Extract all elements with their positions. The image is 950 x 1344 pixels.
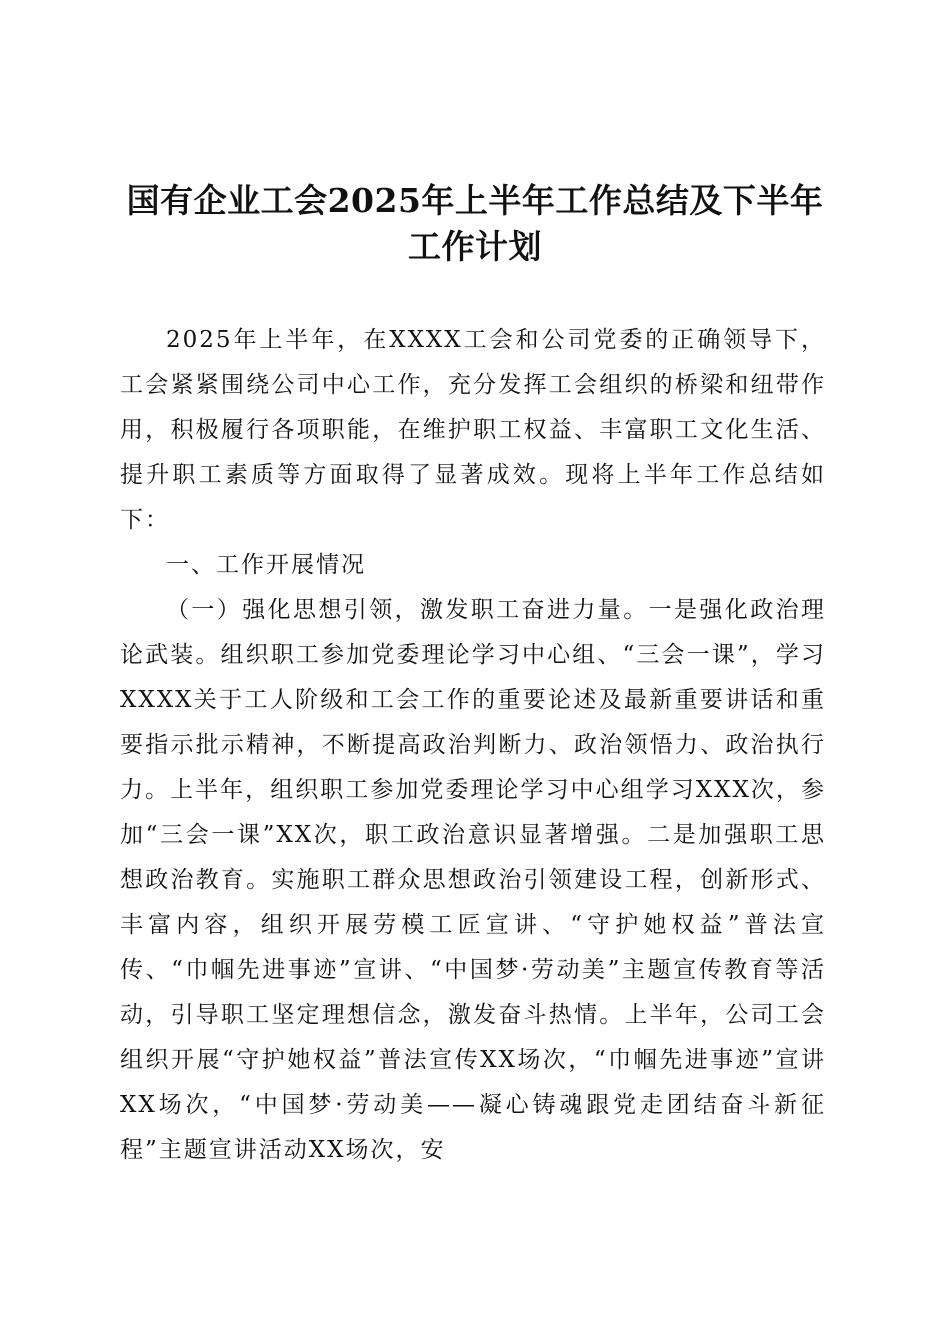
document-title: 国有企业工会2025年上半年工作总结及下半年工作计划 <box>126 181 824 266</box>
subsection-text: 一是强化政治理论武装。组织职工参加党委理论学习中心组、“三会一课”，学习XXXX关于工人阶级和工会工作的重要论述及最新重要讲话和重要指示批示精神，不断提高政治判断力、政治领悟力、政治执行力。上半年，组织职工参加党委理论学习中心组学习XXX次，参加“三会一课”XX次，职工政治意识显著增强。二是加强职工思想政治教育。实施职工群众思想政治引领建设工程，创新形式、丰富内容，组织开展劳模工匠宣讲、“守护她权益”普法宣传、“巾帼先进事迹”宣讲、“中国梦·劳动美”主题宣传教育等活动，引导职工坚定理想信念，激发奋斗热情。上半年，公司工会组织开展“守护她权益”普法宣传XX场次，“巾帼先进事迹”宣讲XX场次，“中国梦·劳动美——凝心铸魂跟党走团结奋斗新征程”主题宣讲活动XX场次，安 <box>120 597 827 1163</box>
subsection-heading: （一）强化思想引领，激发职工奋进力量。 <box>166 597 649 623</box>
intro-paragraph: 2025年上半年，在XXXX工会和公司党委的正确领导下，工会紧紧围绕公司中心工作，充分发挥工会组织的桥梁和纽带作用，积极履行各项职能，在维护职工权益、丰富职工文化生活、提升职工素质等方面取得了显著成效。现将上半年工作总结如下： <box>120 327 826 533</box>
subsection-paragraph <box>120 588 826 1173</box>
section-heading: 一、工作开展情况 <box>166 552 366 578</box>
document-body <box>120 318 826 1173</box>
